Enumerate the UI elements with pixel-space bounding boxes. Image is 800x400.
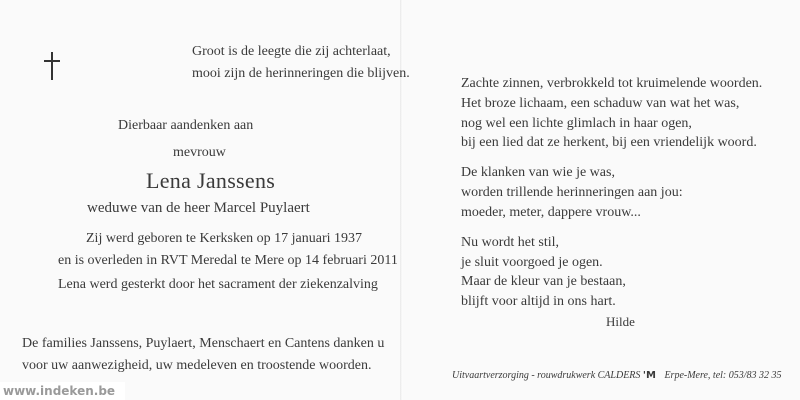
poem-line: bij een lied dat ze herkent, bij een vriendelijk woord. — [461, 135, 757, 150]
quote-line-2: mooi zijn de herinneringen die blijven. — [192, 66, 410, 81]
poem-line: je sluit voorgoed je ogen. — [461, 255, 603, 270]
poem-author: Hilde — [606, 314, 635, 329]
remembrance-text: Dierbaar aandenken aan — [118, 118, 254, 133]
printer-credit — [452, 369, 782, 383]
poem-line: Maar de kleur van je bestaan, — [461, 274, 626, 289]
card-fold — [400, 0, 403, 400]
poem-line: moeder, meter, dappere vrouw... — [461, 205, 641, 220]
title-text: mevrouw — [173, 145, 226, 160]
death-text: en is overleden in RVT Meredal te Mere op 14 februari 2011 — [58, 253, 398, 268]
poem-line: Nu wordt het stil, — [461, 235, 559, 250]
quote-line-1: Groot is de leegte die zij achterlaat, — [192, 44, 391, 59]
printer-prefix: Uitvaartverzorging - rouwdrukwerk — [452, 370, 596, 381]
poem-line: blijft voor altijd in ons hart. — [461, 294, 616, 309]
thanks-line-1: De families Janssens, Puylaert, Menschaert en Cantens danken u — [22, 336, 385, 351]
deceased-name: Lena Janssens — [146, 168, 276, 193]
birth-text: Zij werd geboren te Kerksken op 17 januari 1937 — [86, 231, 363, 246]
sacrament-text: Lena werd gesterkt door het sacrament der ziekenzalving — [58, 277, 378, 292]
widow-of-text: weduwe van de heer Marcel Puylaert — [87, 200, 310, 216]
poem-line: Zachte zinnen, verbrokkeld tot kruimelende woorden. — [461, 76, 763, 91]
cross-icon — [44, 52, 60, 80]
poem-line: nog wel een lichte glimlach in haar ogen, — [461, 116, 692, 131]
printer-name: CALDERS — [597, 370, 641, 381]
printer-logo-icon: 'M — [642, 370, 656, 381]
printer-place: Erpe-Mere, tel: 053/83 32 35 — [664, 370, 782, 381]
thanks-line-2: voor uw aanwezigheid, uw medeleven en troostende woorden. — [22, 358, 372, 373]
poem-line: De klanken van wie je was, — [461, 165, 615, 180]
poem-line: Het broze lichaam, een schaduw van wat het was, — [461, 96, 740, 111]
watermark: www.indeken.be — [0, 382, 125, 400]
poem-line: worden trillende herinneringen aan jou: — [461, 185, 683, 200]
